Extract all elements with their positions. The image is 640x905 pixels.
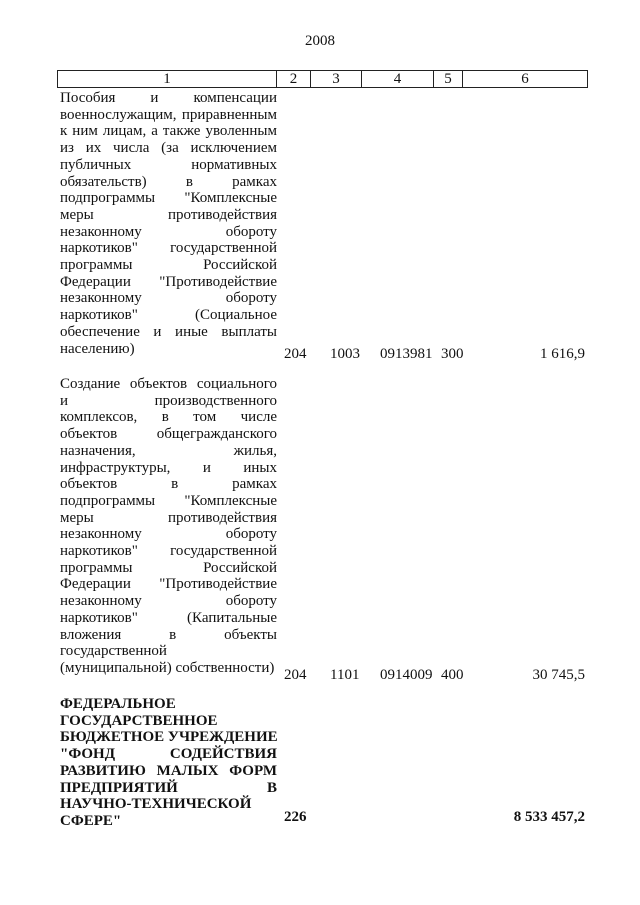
row-3-description <box>60 696 277 830</box>
row-1-amount: 1 616,9 <box>540 346 585 362</box>
row-2-ministry-code: 204 <box>284 667 307 683</box>
row-2-line: инфраструктуры, и иных <box>60 459 277 476</box>
row-3-line: ГОСУДАРСТВЕННОЕ <box>60 712 218 729</box>
row-2-section-code: 1101 <box>330 667 360 683</box>
row-3-line: БЮДЖЕТНОЕ УЧРЕЖДЕНИЕ <box>60 729 278 746</box>
row-1-expense-type: 300 <box>441 346 464 362</box>
row-2-amount: 30 745,5 <box>532 667 585 683</box>
row-1-line: меры противодействия <box>60 206 277 223</box>
column-header-1: 1 <box>58 71 277 88</box>
row-1-line: к ним лицам, а также уволенным <box>60 123 277 140</box>
row-3-line: ФЕДЕРАЛЬНОЕ <box>60 696 176 712</box>
row-1-line: публичных нормативных <box>60 156 277 173</box>
row-2-line: наркотиков" (Капитальные <box>60 609 277 626</box>
column-header-4: 4 <box>362 71 434 88</box>
row-2-line: Создание объектов социального <box>60 376 277 392</box>
row-2-expense-type: 400 <box>441 667 464 683</box>
row-3-line: ПРЕДПРИЯТИЙ В <box>60 779 277 796</box>
column-header-5: 5 <box>434 71 463 88</box>
row-2-line: наркотиков" государственной <box>60 543 277 560</box>
row-2-line: вложения в объекты <box>60 626 277 643</box>
row-1-line: незаконному обороту <box>60 290 277 307</box>
row-1-line: наркотиков" государственной <box>60 240 277 257</box>
row-1-line: наркотиков" (Социальное <box>60 307 277 324</box>
row-1-ministry-code: 204 <box>284 346 307 362</box>
row-1-section-code: 1003 <box>330 346 360 362</box>
row-2-line: комплексов, в том числе <box>60 409 277 426</box>
row-2-line: Федерации "Противодействие <box>60 576 277 593</box>
row-1-line: обязательств) в рамках <box>60 173 277 190</box>
row-2-line: объектов в рамках <box>60 476 277 493</box>
row-1-description <box>60 90 277 357</box>
row-2-line: и производственного <box>60 392 277 409</box>
row-1-line: незаконному обороту <box>60 223 277 240</box>
row-1-line: программы Российской <box>60 257 277 274</box>
row-2-line: государственной <box>60 643 167 660</box>
column-header-6: 6 <box>463 71 588 88</box>
row-1-line: военнослужащим, приравненным <box>60 106 277 123</box>
column-header-row <box>57 70 588 88</box>
row-2-line: назначения, жилья, <box>60 442 277 459</box>
row-2-line: (муниципальной) собственности) <box>60 659 275 676</box>
row-2-line: меры противодействия <box>60 509 277 526</box>
row-2-target-code: 0914009 <box>380 667 433 683</box>
column-header-3: 3 <box>311 71 362 88</box>
row-2-line: программы Российской <box>60 559 277 576</box>
row-3-line: "ФОНД СОДЕЙСТВИЯ <box>60 746 277 763</box>
row-1-line: обеспечение и иные выплаты <box>60 323 277 340</box>
row-1-line: подпрограммы "Комплексные <box>60 190 277 207</box>
row-3-line: СФЕРЕ" <box>60 812 122 829</box>
page-number: 2008 <box>305 33 335 49</box>
column-header-2: 2 <box>277 71 311 88</box>
row-3-ministry-code: 226 <box>284 809 307 825</box>
row-2-line: незаконному обороту <box>60 593 277 610</box>
row-1-line: из их числа (за исключением <box>60 140 277 157</box>
row-3-line: НАУЧНО-ТЕХНИЧЕСКОЙ <box>60 796 252 813</box>
row-2-line: незаконному обороту <box>60 526 277 543</box>
row-1-line: населению) <box>60 340 135 357</box>
row-1-line: Пособия и компенсации <box>60 90 277 106</box>
row-2-description <box>60 376 277 677</box>
row-3-line: РАЗВИТИЮ МАЛЫХ ФОРМ <box>60 762 277 779</box>
row-1-target-code: 0913981 <box>380 346 433 362</box>
row-3-amount: 8 533 457,2 <box>513 809 585 825</box>
row-2-line: подпрограммы "Комплексные <box>60 492 277 509</box>
row-2-line: объектов общегражданского <box>60 426 277 443</box>
row-1-line: Федерации "Противодействие <box>60 273 277 290</box>
